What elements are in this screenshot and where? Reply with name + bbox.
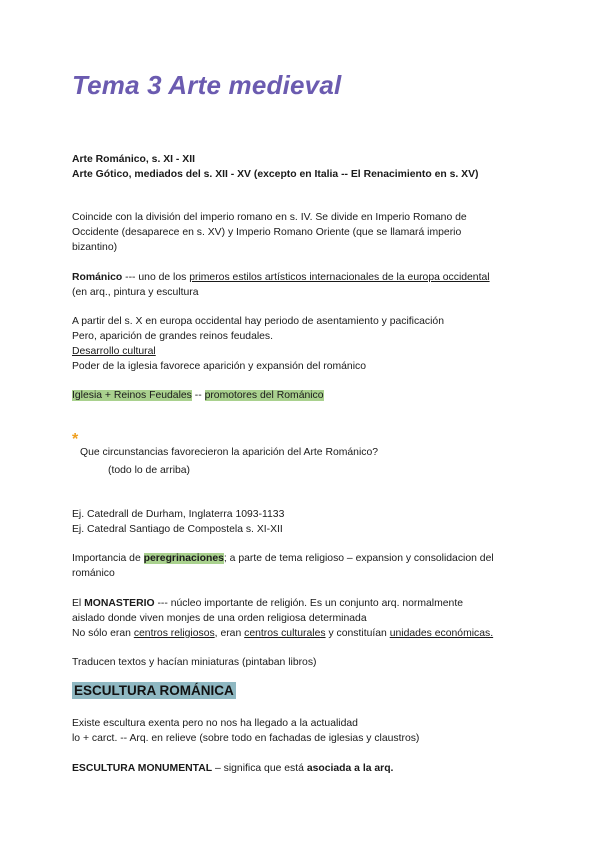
peregrinaciones-line: [72, 551, 494, 566]
text-segment: – significa que está: [212, 763, 307, 774]
paragraph-line: bizantino): [72, 242, 118, 253]
paragraph-line: Poder de la iglesia favorece aparición y expansión del románico: [72, 361, 366, 372]
text-segment: ; a parte de tema religioso – expansion y consolidacion del: [223, 553, 494, 564]
promotores-line: [72, 388, 324, 403]
period-romanico: Arte Románico, s. XI - XII: [72, 154, 195, 165]
text-segment: --- núcleo importante de religión. Es un conjunto arq. normalmente: [154, 598, 463, 609]
star-icon: *: [72, 431, 79, 448]
paragraph-line: Existe escultura exenta pero no nos ha llegado a la actualidad: [72, 718, 358, 729]
example-line: Ej. Catedrall de Durham, Inglaterra 1093-1133: [72, 509, 285, 520]
paragraph-line: Coincide con la división del imperio romano en s. IV. Se divide en Imperio Romano de: [72, 212, 467, 223]
separator: --: [191, 390, 205, 401]
text-segment: No sólo eran: [72, 628, 134, 639]
term-monasterio: MONASTERIO: [84, 598, 155, 609]
underlined-text: centros culturales: [244, 628, 326, 639]
section-heading-escultura: ESCULTURA ROMÁNICA: [74, 683, 234, 698]
underlined-text: centros religiosos: [133, 628, 215, 639]
monumental-line: [72, 761, 393, 776]
answer-text: (todo lo de arriba): [108, 465, 191, 476]
desarrollo-cultural: Desarrollo cultural: [72, 346, 156, 357]
highlight-iglesia: Iglesia + Reinos Feudales: [72, 390, 192, 401]
question-text: Que circunstancias favorecieron la aparición del Arte Románico?: [80, 447, 379, 458]
bold-text: asociada a la arq.: [306, 763, 394, 774]
example-line: Ej. Catedral Santiago de Compostela s. XI-XII: [72, 524, 283, 535]
monasterio-centros-line: [72, 626, 493, 641]
highlight-promotores: promotores del Románico: [204, 390, 324, 401]
paragraph-line: Occidente (desaparece en s. XV) y Imperio Romano Oriente (que se llamará imperio: [72, 227, 462, 238]
text-segment: y constituían: [325, 628, 390, 639]
paragraph-line: románico: [72, 568, 115, 579]
paragraph-line: Traducen textos y hacían miniaturas (pintaban libros): [72, 657, 317, 668]
page-title: Tema 3 Arte medieval: [72, 70, 342, 100]
underlined-text: primeros estilos artísticos internacionales de la europa occidental: [189, 272, 490, 283]
highlight-peregrinaciones: peregrinaciones: [143, 553, 224, 564]
paragraph-line: (en arq., pintura y escultura: [72, 287, 199, 298]
period-gotico: Arte Gótico, mediados del s. XII - XV (excepto en Italia -- El Renacimiento en s. XV): [72, 169, 479, 180]
paragraph-line: aislado donde viven monjes de una orden religiosa determinada: [72, 613, 367, 624]
paragraph-line: A partir del s. X en europa occidental hay periodo de asentamiento y pacificación: [72, 316, 444, 327]
term-escultura-monumental: ESCULTURA MONUMENTAL: [72, 763, 213, 774]
paragraph-line: lo + carct. -- Arq. en relieve (sobre todo en fachadas de iglesias y claustros): [72, 733, 420, 744]
romanico-definition: [72, 270, 490, 285]
monasterio-line: [72, 596, 463, 611]
term-romanico: Románico: [72, 272, 123, 283]
underlined-text: unidades económicas.: [389, 628, 494, 639]
text-segment: El: [72, 598, 85, 609]
paragraph-line: Pero, aparición de grandes reinos feudales.: [72, 331, 274, 342]
separator: --- uno de los: [122, 272, 190, 283]
text-segment: Importancia de: [72, 553, 144, 564]
text-segment: , eran: [214, 628, 245, 639]
